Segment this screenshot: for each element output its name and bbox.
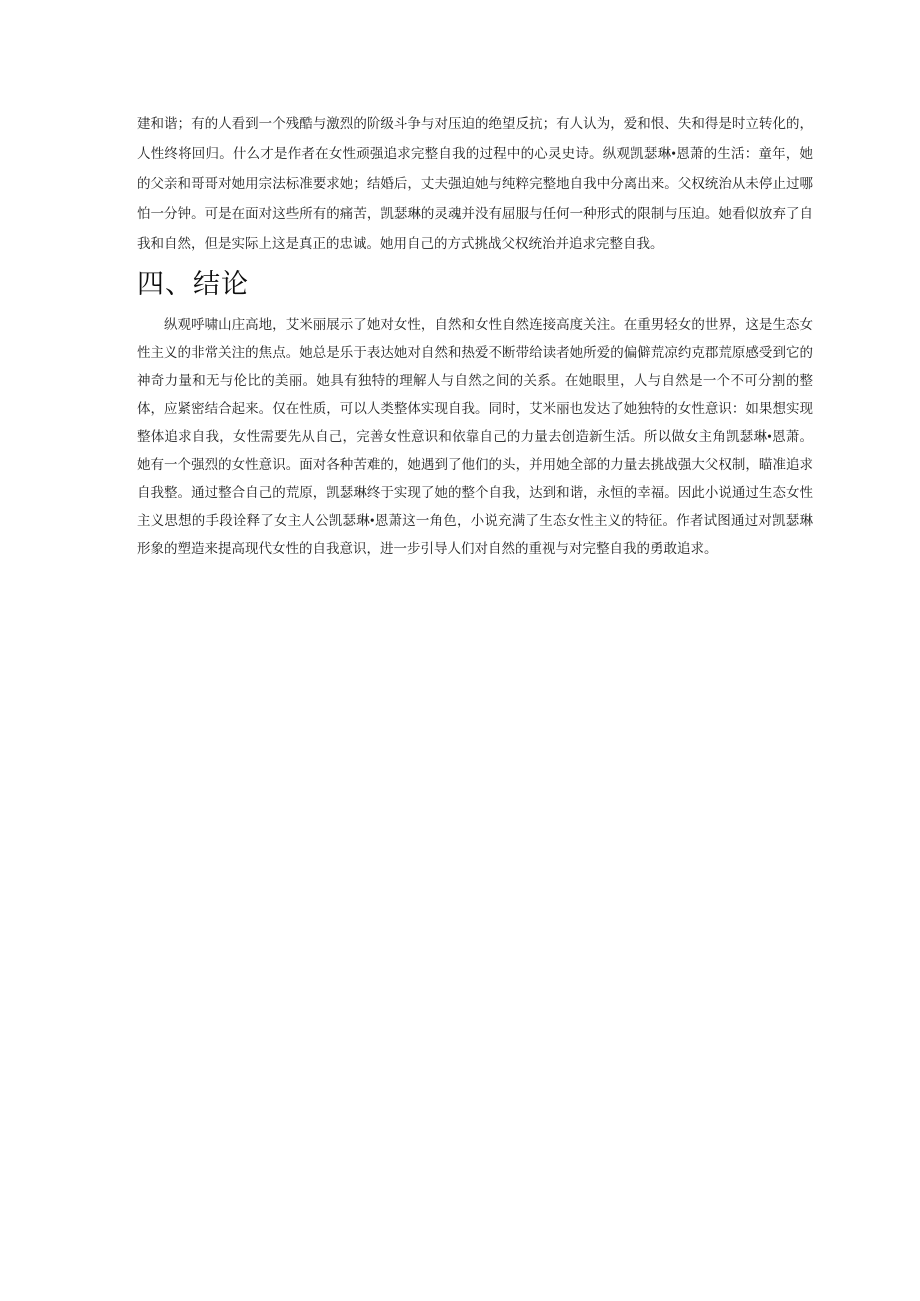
section-heading-conclusion: 四、结论 (137, 269, 249, 299)
paragraph-continuation: 建和谐；有的人看到一个残酷与激烈的阶级斗争与对压迫的绝望反抗；有人认为，爱和恨、失和得是时立转化的，人性终将回归。什么才是作者在女性顽强追求完整自我的过程中的心灵史诗。纵观凯瑟琳•恩萧的生活：童年，她的父亲和哥哥对她用宗法标准要求她；结婚后，丈夫强迫她与纯粹完整地自我中分离出来。父权统治从未停止过哪怕一分钟。可是在面对这些所有的痛苦，凯瑟琳的灵魂并没有屈服与任何一种形式的限制与压迫。她看似放弃了自我和自然，但是实际上这是真正的忠诚。她用自己的方式挑战父权统治并追求完整自我。 (137, 116, 813, 251)
document-page (137, 0, 813, 563)
paragraph-conclusion: 纵观呼啸山庄高地，艾米丽展示了她对女性，自然和女性自然连接高度关注。在重男轻女的世界，这是生态女性主义的非常关注的焦点。她总是乐于表达她对自然和热爱不断带给读者她所爱的偏僻荒凉约克郡荒原感受到它的神奇力量和无与伦比的美丽。她具有独特的理解人与自然之间的关系。在她眼里，人与自然是一个不可分割的整体，应紧密结合起来。仅在性质，可以人类整体实现自我。同时，艾米丽也发达了她独特的女性意识：如果想实现整体追求自我，女性需要先从自己，完善女性意识和依靠自己的力量去创造新生活。所以做女主角凯瑟琳•恩萧。她有一个强烈的女性意识。面对各种苦难的，她遇到了他们的头，并用她全部的力量去挑战强大父权制，瞄准追求自我整。通过整合自己的荒原，凯瑟琳终于实现了她的整个自我，达到和谐，永恒的幸福。因此小说通过生态女性主义思想的手段诠释了女主人公凯瑟琳•恩萧这一角色，小说充满了生态女性主义的特征。作者试图通过对凯瑟琳形象的塑造来提高现代女性的自我意识，进一步引导人们对自然的重视与对完整自我的勇敢追求。 (137, 317, 813, 556)
